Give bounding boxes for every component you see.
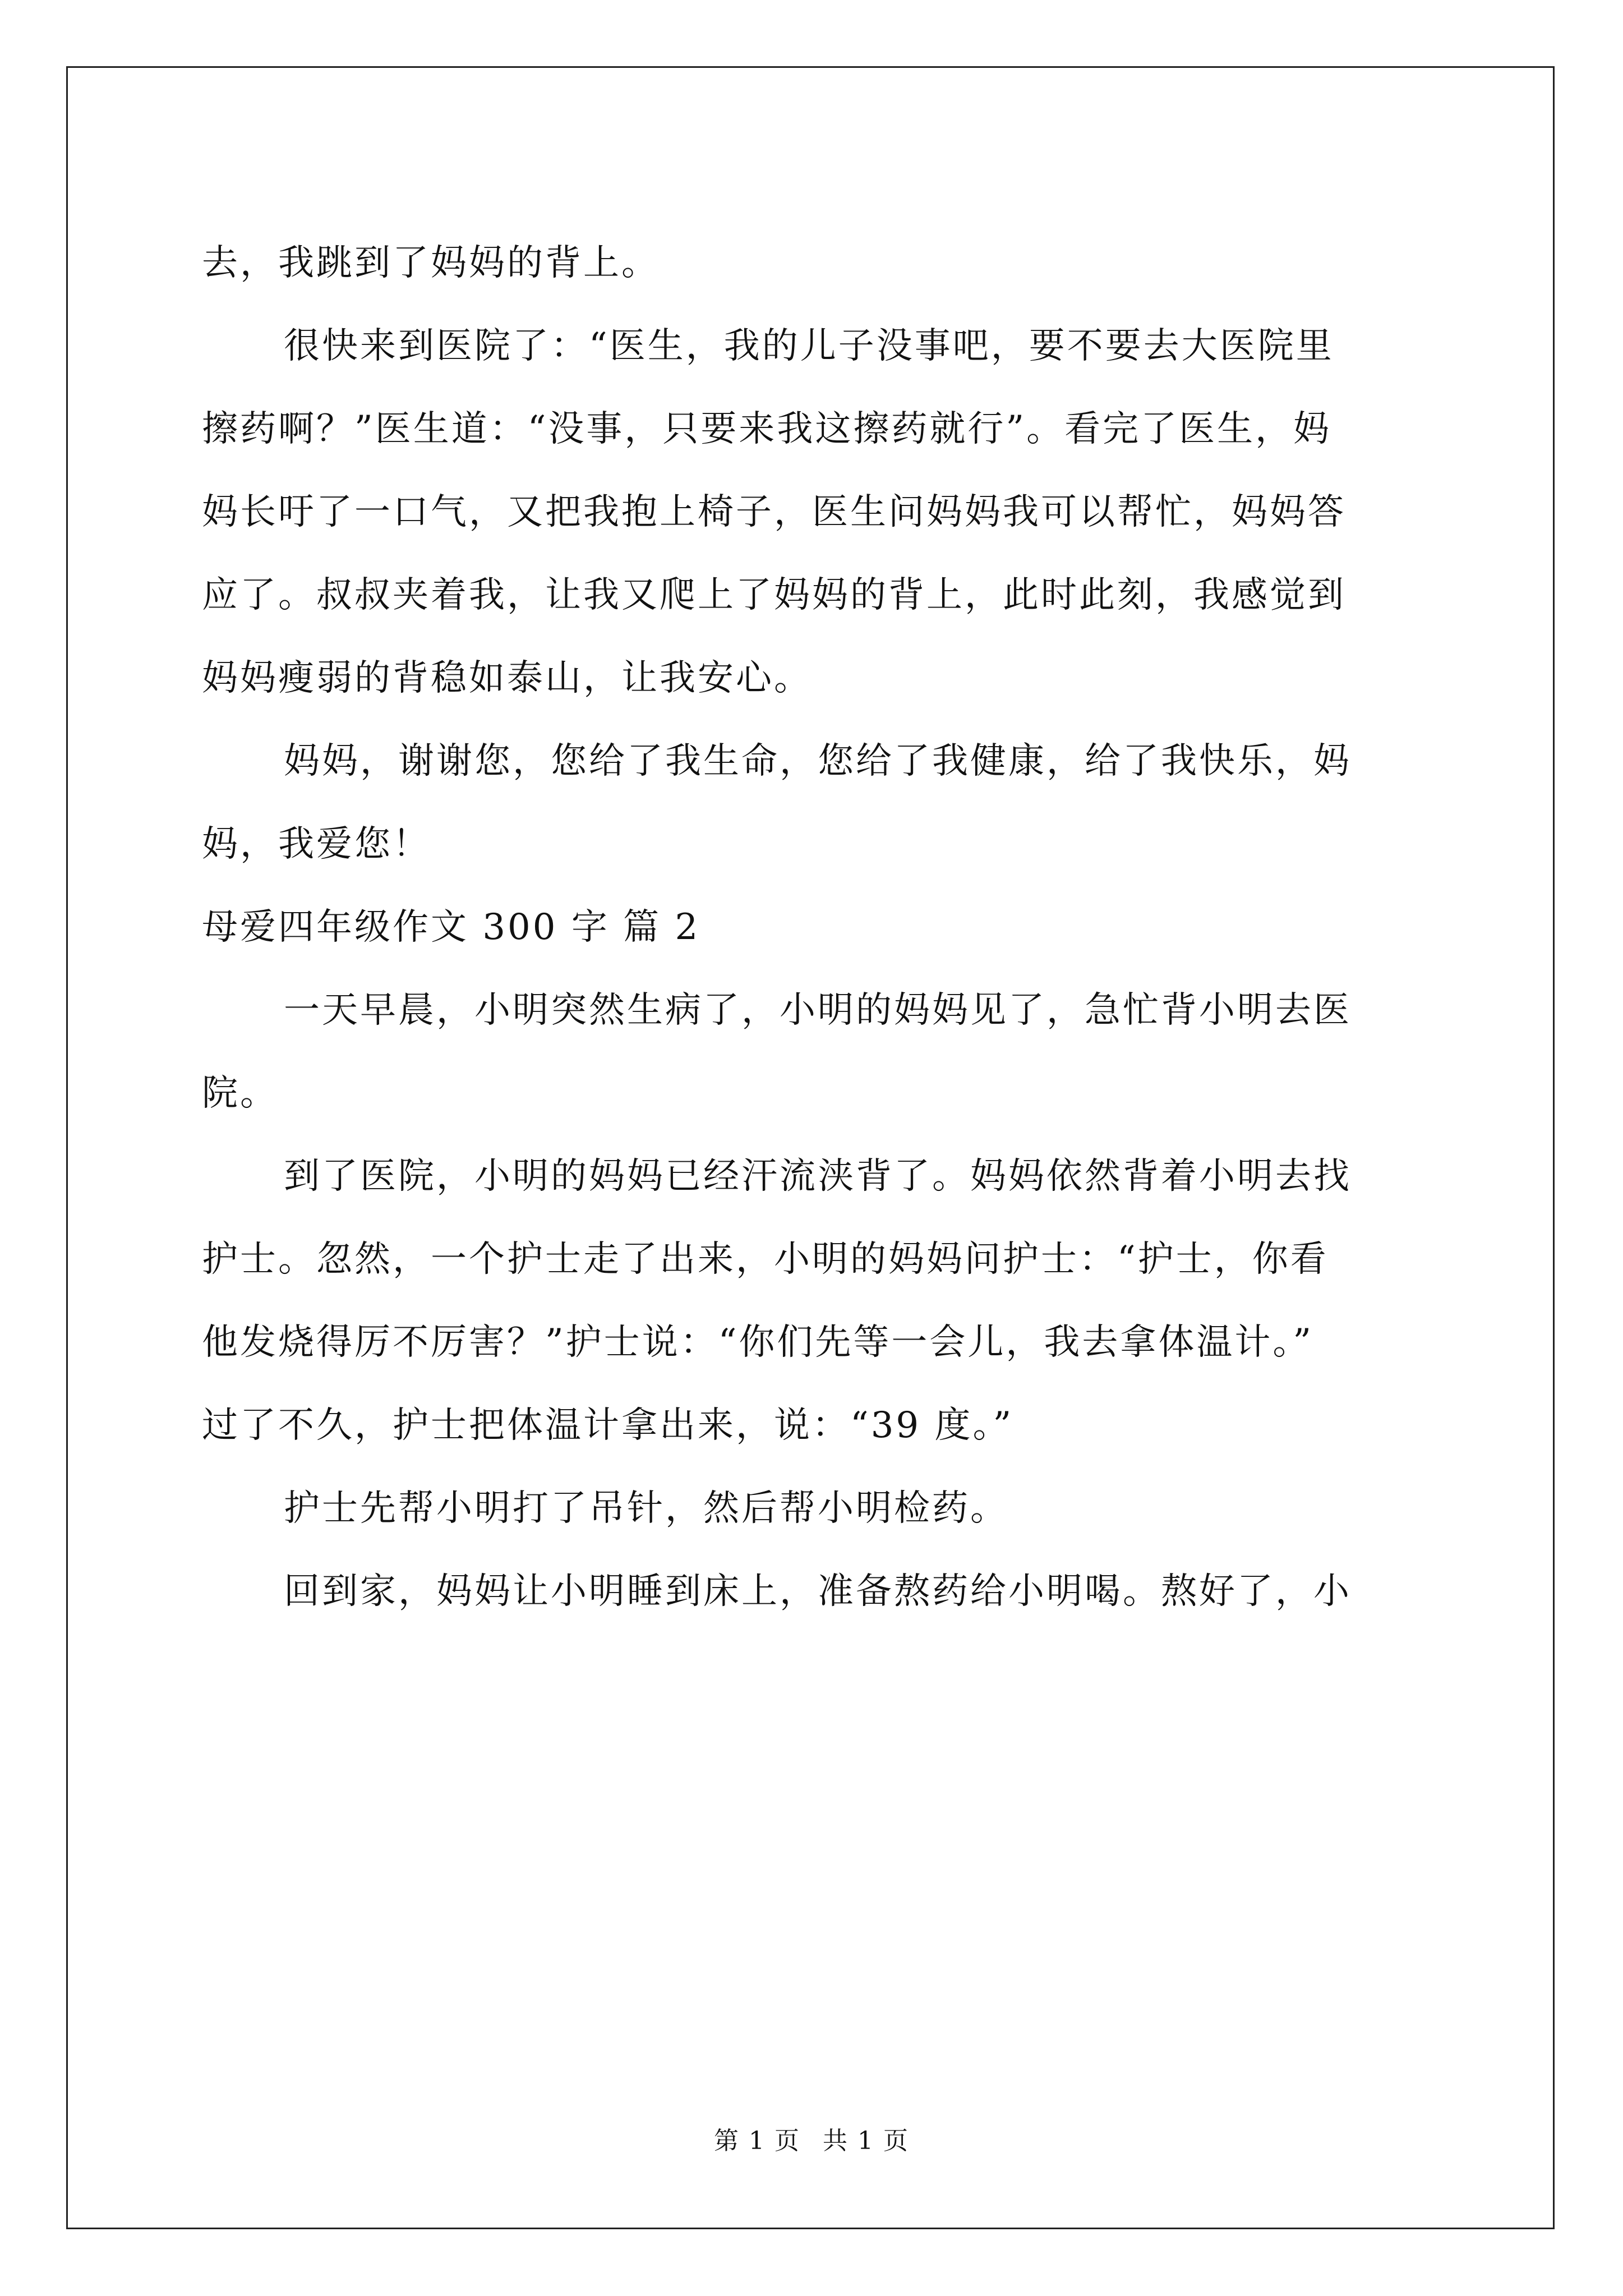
text-line: 妈妈，谢谢您，您给了我生命，您给了我健康，给了我快乐，妈 xyxy=(284,740,1352,782)
page-footer xyxy=(0,2120,1623,2156)
document-body xyxy=(202,222,1436,1633)
text-line: 院。 xyxy=(202,1073,278,1114)
page-number-total: 共 1 页 xyxy=(823,2127,909,2155)
text-line: 到了医院，小明的妈妈已经汗流浃背了。妈妈依然背着小明去找 xyxy=(284,1156,1352,1197)
text-line: 回到家，妈妈让小明睡到床上，准备熬药给小明喝。熬好了，小 xyxy=(284,1571,1352,1612)
text-line: 护士。忽然，一个护士走了出来，小明的妈妈问护士：“护士，你看 xyxy=(202,1239,1329,1280)
text-line: 护士先帮小明打了吊针，然后帮小明检药。 xyxy=(284,1488,1008,1529)
text-line: 擦药啊？”医生道：“没事，只要来我这擦药就行”。看完了医生，妈 xyxy=(202,408,1332,450)
text-line: 应了。叔叔夹着我，让我又爬上了妈妈的背上，此时此刻，我感觉到 xyxy=(202,574,1346,616)
page-number-current: 第 1 页 xyxy=(714,2127,800,2155)
text-line: 他发烧得厉不厉害？”护士说：“你们先等一会儿，我去拿体温计。” xyxy=(202,1322,1314,1363)
text-line: 妈，我爱您！ xyxy=(202,823,431,865)
text-line: 妈长吁了一口气，又把我抱上椅子，医生问妈妈我可以帮忙，妈妈答 xyxy=(202,491,1346,533)
text-line: 很快来到医院了：“医生，我的儿子没事吧，要不要去大医院里 xyxy=(284,325,1334,367)
text-line: 妈妈瘦弱的背稳如泰山，让我安心。 xyxy=(202,657,812,699)
text-line: 过了不久，护士把体温计拿出来，说：“39 度。” xyxy=(202,1405,1014,1446)
text-line: 一天早晨，小明突然生病了，小明的妈妈见了，急忙背小明去医 xyxy=(284,990,1352,1031)
text-line: 去，我跳到了妈妈的背上。 xyxy=(202,242,660,284)
section-heading: 母爱四年级作文 300 字 篇 2 xyxy=(202,907,700,948)
